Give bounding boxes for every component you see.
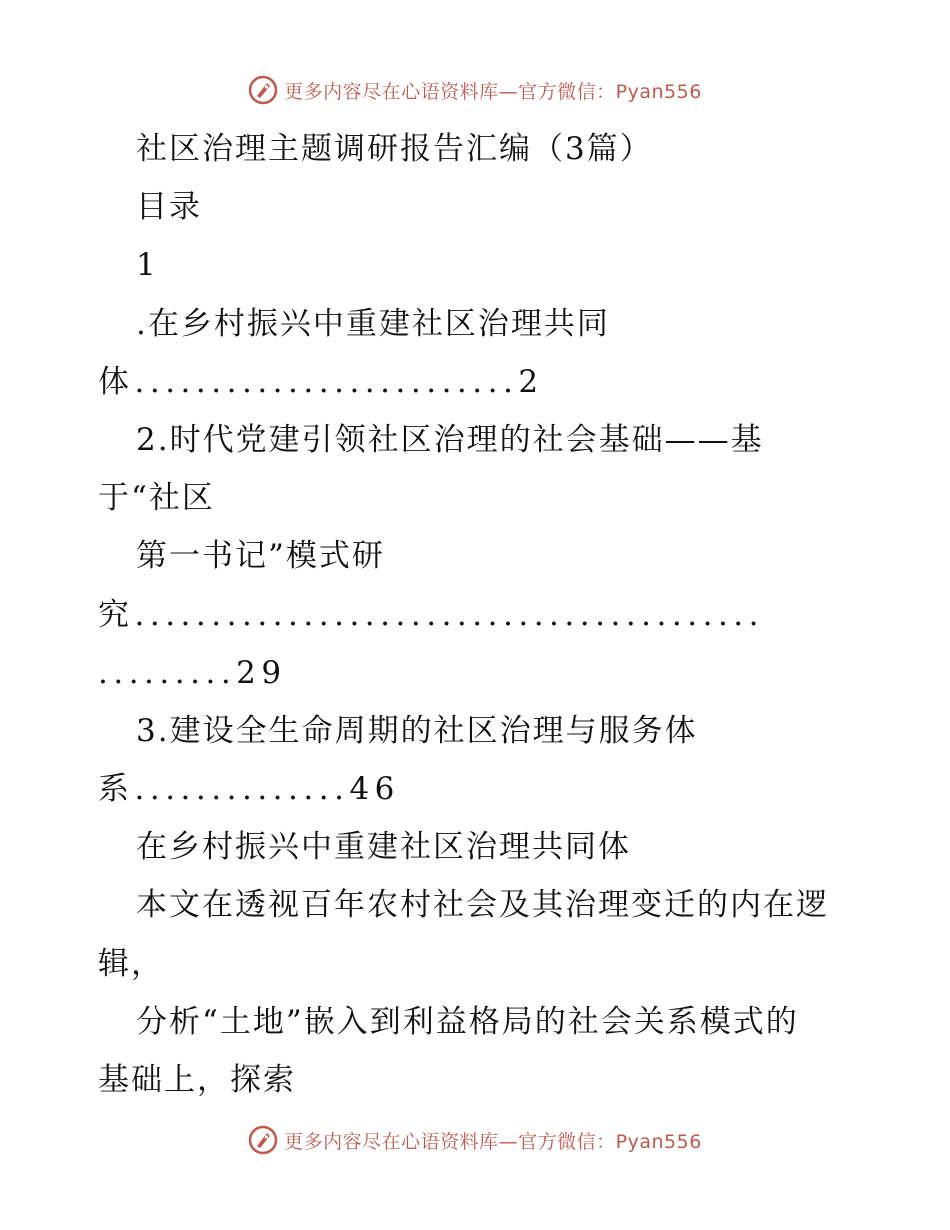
pen-nib-logo-icon	[248, 1125, 278, 1155]
watermark-text: 更多内容尽在心语资料库—官方微信：Pyan556	[284, 1130, 702, 1153]
toc-entry-2-leader: 究.........................................	[98, 596, 765, 633]
section-heading: 在乡村振兴中重建社区治理共同体	[136, 829, 631, 866]
paragraph-line: 本文在透视百年农村社会及其治理变迁的内在逻	[136, 887, 829, 924]
toc-entry-3-title: 3.建设全生命周期的社区治理与服务体	[136, 712, 698, 749]
header-watermark-banner	[0, 70, 950, 110]
pen-nib-logo-icon	[248, 75, 278, 105]
toc-entry-2-title: 2.时代党建引领社区治理的社会基础——基	[136, 421, 764, 458]
paragraph-line: 分析“土地”嵌入到利益格局的社会关系模式的	[136, 1003, 799, 1040]
toc-heading: 目录	[136, 189, 202, 226]
footer-watermark-banner	[0, 1120, 950, 1160]
toc-entry-1-number: 1	[136, 247, 158, 284]
paragraph-line: 基础上，探索	[98, 1062, 296, 1098]
toc-entry-1-page: 体.........................2	[98, 363, 544, 400]
toc-entry-1-title: .在乡村振兴中重建社区治理共同	[136, 305, 610, 342]
document-body	[98, 120, 858, 1109]
footer-watermark	[248, 1125, 702, 1155]
toc-entry-3-page: 系..............46	[98, 771, 400, 808]
toc-entry-2-page: .........29	[98, 654, 287, 691]
toc-entry-2-title-cont2: 第一书记”模式研	[136, 538, 385, 575]
document-title: 社区治理主题调研报告汇编（3篇）	[136, 131, 653, 167]
toc-entry-2-title-cont: 于“社区	[98, 480, 215, 517]
watermark-text: 更多内容尽在心语资料库—官方微信：Pyan556	[284, 80, 702, 103]
header-watermark	[248, 75, 702, 105]
paragraph-line: 辑，	[98, 945, 164, 982]
